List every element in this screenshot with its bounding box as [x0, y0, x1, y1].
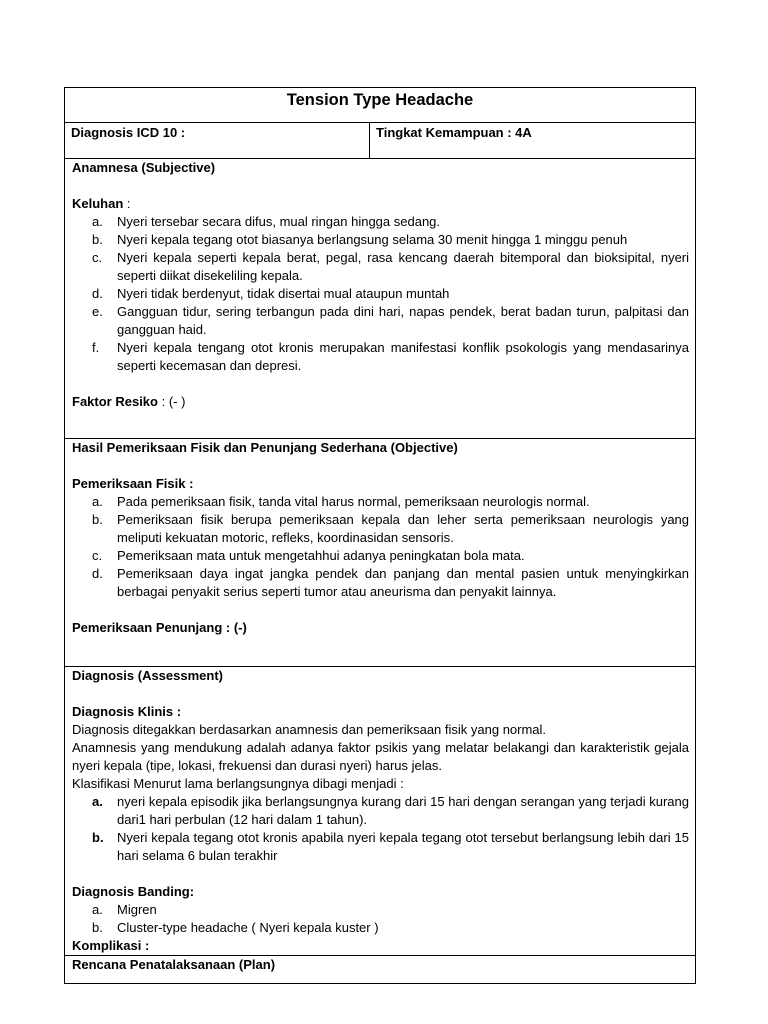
anamnesa-section	[65, 159, 696, 439]
list-marker: b.	[92, 512, 103, 527]
keluhan-list	[72, 213, 689, 375]
list-marker: d.	[92, 286, 103, 301]
list-item-text: Nyeri tidak berdenyut, tidak disertai mual ataupun muntah	[117, 286, 450, 301]
list-item-text: Nyeri kepala tegang otot kronis apabila nyeri kepala tegang otot tersebut berlangsung lebih dari 15 hari selama 6 bulan terakhir	[117, 830, 690, 863]
list-item	[72, 213, 689, 231]
list-marker: b.	[92, 920, 103, 935]
pemeriksaan-fisik-label: Pemeriksaan Fisik :	[72, 476, 194, 491]
anamnesis-paragraph: Anamnesis yang mendukung adalah adanya faktor psikis yang melatar belakangi dan karakteristik gejala nyeri kepala (tipe, lokasi, frekuensi dan durasi nyeri) harus jelas.	[72, 740, 690, 773]
list-item	[72, 919, 689, 937]
list-marker: b.	[92, 232, 103, 247]
list-marker: a.	[92, 902, 103, 917]
anamnesa-title: Anamnesa (Subjective)	[72, 160, 216, 175]
list-item	[72, 285, 689, 303]
document-table	[64, 87, 696, 984]
list-item	[72, 547, 689, 565]
list-item-text: Gangguan tidur, sering terbangun pada dini hari, napas pendek, berat badan turun, palpitasi dan gangguan haid.	[117, 304, 690, 337]
list-item	[72, 511, 689, 547]
tingkat-kemampuan-cell: Tingkat Kemampuan : 4A	[370, 123, 696, 159]
plan-title: Rencana Penatalaksanaan (Plan)	[72, 957, 276, 972]
objective-title: Hasil Pemeriksaan Fisik dan Penunjang Sederhana (Objective)	[72, 440, 458, 455]
list-item	[72, 231, 689, 249]
assessment-title: Diagnosis (Assessment)	[72, 668, 223, 683]
plan-section	[65, 956, 696, 984]
faktor-resiko-label: Faktor Resiko	[72, 394, 158, 409]
list-marker: e.	[92, 304, 103, 319]
list-item	[72, 339, 689, 375]
komplikasi-label: Komplikasi :	[72, 938, 150, 953]
klasifikasi-list	[72, 793, 689, 865]
list-marker: a.	[92, 214, 103, 229]
list-item	[72, 829, 689, 865]
diagnosis-klinis-paragraph: Diagnosis ditegakkan berdasarkan anamnesis dan pemeriksaan fisik yang normal.	[72, 722, 547, 737]
list-item-text: Pada pemeriksaan fisik, tanda vital harus normal, pemeriksaan neurologis normal.	[117, 494, 590, 509]
diagnosis-klinis-label: Diagnosis Klinis :	[72, 704, 182, 719]
list-item-text: Pemeriksaan daya ingat jangka pendek dan panjang dan mental pasien untuk menyingkirkan berbagai penyakit serius seperti tumor atau aneurisma dan penyakit lainnya.	[117, 566, 690, 599]
list-item	[72, 565, 689, 601]
keluhan-heading	[72, 195, 689, 213]
list-item-text: Nyeri kepala tegang otot biasanya berlangsung selama 30 menit hingga 1 minggu penuh	[117, 232, 628, 247]
list-item	[72, 493, 689, 511]
list-item-text: Nyeri tersebar secara difus, mual ringan hingga sedang.	[117, 214, 441, 229]
diagnosis-banding-list	[72, 901, 689, 937]
pemeriksaan-penunjang-label: Pemeriksaan Penunjang : (-)	[72, 620, 247, 635]
diagnosis-banding-label: Diagnosis Banding:	[72, 884, 195, 899]
list-marker: a.	[92, 494, 103, 509]
list-item	[72, 249, 689, 285]
list-marker: a.	[92, 794, 103, 809]
list-marker: c.	[92, 250, 103, 265]
faktor-resiko	[72, 393, 689, 411]
list-item-text: Nyeri kepala tengang otot kronis merupakan manifestasi konflik psokologis yang mendasarinya seperti kecemasan dan depresi.	[117, 340, 690, 373]
diagnosis-icd-cell: Diagnosis ICD 10 :	[65, 123, 370, 159]
list-marker: c.	[92, 548, 103, 563]
faktor-resiko-value: : (- )	[157, 394, 186, 409]
list-item	[72, 793, 689, 829]
list-marker: b.	[92, 830, 104, 845]
list-item	[72, 901, 689, 919]
document-title: Tension Type Headache	[65, 88, 696, 123]
keluhan-suffix: :	[123, 196, 131, 211]
list-item-text: Migren	[117, 902, 157, 917]
list-marker: f.	[92, 340, 100, 355]
assessment-section	[65, 667, 696, 956]
list-marker: d.	[92, 566, 103, 581]
list-item-text: Pemeriksaan mata untuk mengetahhui adanya peningkatan bola mata.	[117, 548, 525, 563]
list-item-text: Cluster-type headache ( Nyeri kepala kuster )	[117, 920, 379, 935]
list-item-text: Pemeriksaan fisik berupa pemeriksaan kepala dan leher serta pemeriksaan neurologis yang meliputi kekuatan motoric, refleks, koordinasidan sensoris.	[117, 512, 690, 545]
pemeriksaan-fisik-list	[72, 493, 689, 601]
klasifikasi-paragraph: Klasifikasi Menurut lama berlangsungnya dibagi menjadi :	[72, 776, 404, 791]
list-item-text: nyeri kepala episodik jika berlangsungnya kurang dari 15 hari dengan serangan yang terjadi kurang dari1 hari perbulan (12 hari dalam 1 tahun).	[117, 794, 690, 827]
keluhan-label: Keluhan	[72, 196, 124, 211]
objective-section	[65, 439, 696, 667]
list-item	[72, 303, 689, 339]
list-item-text: Nyeri kepala seperti kepala berat, pegal, rasa kencang daerah bitemporal dan bioksipital, nyeri seperti diikat disekeliling kepala.	[117, 250, 690, 283]
